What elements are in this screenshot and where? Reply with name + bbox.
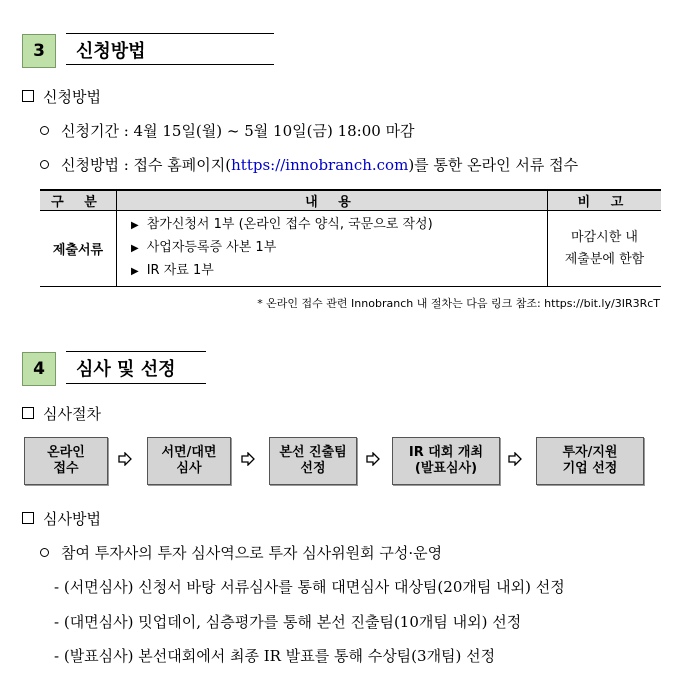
method-intro: 참여 투자사의 투자 심사역으로 투자 심사위원회 구성·운영	[40, 542, 442, 563]
flow-step-2: 서면/대면 심사	[147, 437, 231, 485]
method-heading: 심사방법	[22, 508, 101, 529]
section-number-badge: 3	[22, 34, 56, 68]
flow-step-4: IR 대회 개최 (발표심사)	[392, 437, 500, 485]
list-item: ▶ IR 자료 1부	[131, 263, 214, 278]
section-divider	[66, 383, 206, 384]
column-header-note: 비 고	[548, 190, 662, 211]
category-cell: 제출서류	[40, 211, 117, 287]
triangle-bullet-icon: ▶	[131, 266, 139, 277]
content-cell	[117, 211, 548, 287]
list-item: - (서면심사) 신청서 바탕 서류심사를 통해 대면심사 대상팀(20개팀 내외) 선정	[54, 578, 565, 596]
list-item: ▶ 사업자등록증 사본 1부	[131, 240, 277, 255]
flow-step-1: 온라인 접수	[24, 437, 108, 485]
submission-table	[40, 189, 661, 287]
triangle-bullet-icon: ▶	[131, 243, 139, 254]
square-bullet-icon	[22, 407, 34, 419]
note-cell: 마감시한 내 제출분에 한함	[548, 211, 662, 287]
application-heading: 신청방법	[22, 86, 101, 107]
section-divider	[66, 33, 274, 34]
circle-bullet-icon	[40, 160, 49, 169]
homepage-link[interactable]: https://innobranch.com	[231, 156, 409, 174]
application-method: 신청방법 : 접수 홈페이지(https://innobranch.com)를 통한 온라인 서류 접수	[40, 154, 578, 175]
flow-step-5: 투자/지원 기업 선정	[536, 437, 644, 485]
square-bullet-icon	[22, 512, 34, 524]
triangle-bullet-icon: ▶	[131, 220, 139, 231]
flow-step-3: 본선 진출팀 선정	[269, 437, 357, 485]
list-item: - (대면심사) 밋업데이, 심층평가를 통해 본선 진출팀(10개팀 내외) 선정	[54, 613, 522, 631]
column-header-content: 내 용	[117, 190, 548, 211]
section-title: 심사 및 선정	[76, 359, 176, 380]
application-period: 신청기간 : 4월 15일(월) ~ 5월 10일(금) 18:00 마감	[40, 120, 415, 141]
table-row	[40, 211, 661, 287]
arrow-right-icon	[241, 452, 255, 466]
section-title: 신청방법	[76, 41, 146, 62]
table-header-row	[40, 190, 661, 211]
circle-bullet-icon	[40, 548, 49, 557]
section-divider	[66, 64, 274, 65]
list-item: - (발표심사) 본선대회에서 최종 IR 발표를 통해 수상팀(3개팀) 선정	[54, 647, 496, 665]
arrow-right-icon	[366, 452, 380, 466]
arrow-right-icon	[508, 452, 522, 466]
section-number-badge: 4	[22, 352, 56, 386]
procedure-heading: 심사절차	[22, 403, 101, 424]
column-header-category: 구 분	[40, 190, 117, 211]
arrow-right-icon	[118, 452, 132, 466]
square-bullet-icon	[22, 90, 34, 102]
circle-bullet-icon	[40, 126, 49, 135]
section-divider	[66, 351, 206, 352]
footnote: * 온라인 접수 관련 Innobranch 내 절차는 다음 링크 참조: https://bit.ly/3IR3RcT	[257, 297, 660, 310]
list-item: ▶ 참가신청서 1부 (온라인 접수 양식, 국문으로 작성)	[131, 217, 433, 232]
